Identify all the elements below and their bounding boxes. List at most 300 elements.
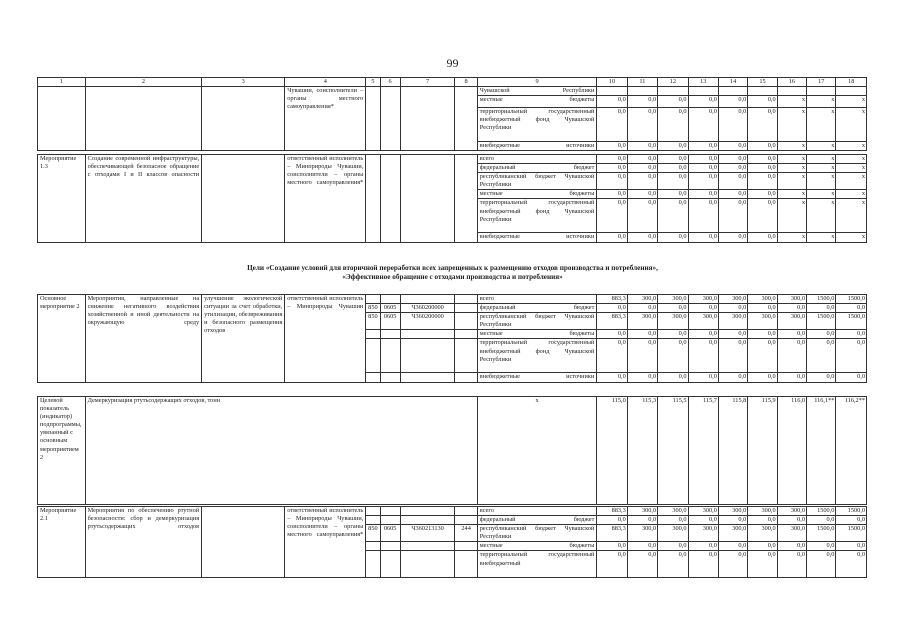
- year-value: x: [807, 233, 836, 242]
- year-value: 0,0: [688, 330, 718, 339]
- budget-code-grbs: [366, 373, 380, 382]
- year-value: 0,0: [777, 304, 806, 313]
- year-value: x: [836, 173, 867, 190]
- year-value: 0,0: [748, 173, 777, 190]
- goal-line-2: «Эффективное обращение с отходами производства и потребления»: [342, 273, 563, 281]
- funding-source: всего: [477, 295, 597, 304]
- funding-source: всего: [477, 155, 597, 164]
- year-value: 0,0: [748, 108, 777, 142]
- year-value: 0,0: [627, 190, 657, 199]
- column-number: 17: [807, 78, 836, 87]
- year-value: 0,0: [748, 516, 777, 525]
- continuation-block: [37, 86, 867, 151]
- budget-code-type: [455, 551, 477, 578]
- year-value: 0,0: [658, 108, 688, 142]
- year-value: x: [777, 173, 806, 190]
- column-number: 2: [85, 78, 202, 87]
- year-value: 0,0: [597, 516, 627, 525]
- year-value: 0,0: [688, 155, 718, 164]
- budget-code-section: [380, 373, 400, 382]
- year-value: 300,0: [658, 295, 688, 304]
- year-value: 0,0: [718, 516, 747, 525]
- year-value: x: [836, 108, 867, 142]
- year-value: 0,0: [688, 190, 718, 199]
- year-value: 0,0: [597, 96, 627, 108]
- event-code: Основное мероприятие 2: [38, 295, 86, 383]
- event-1-3-block: [37, 154, 867, 243]
- page-number: 99: [446, 56, 459, 70]
- year-value: 0,0: [836, 330, 867, 339]
- column-number: 16: [777, 78, 806, 87]
- year-value: [748, 87, 777, 96]
- budget-code-target: [400, 295, 455, 304]
- year-value: [836, 87, 867, 96]
- budget-code-grbs: 850: [366, 525, 380, 542]
- year-value: 300,0: [688, 507, 718, 516]
- year-value: x: [836, 199, 867, 233]
- year-value: 0,0: [627, 330, 657, 339]
- year-value: 0,0: [748, 330, 777, 339]
- year-value: 0,0: [718, 164, 747, 173]
- year-value: x: [836, 233, 867, 242]
- column-number: 8: [455, 78, 477, 87]
- year-value: 0,0: [807, 330, 836, 339]
- year-value: 0,0: [658, 173, 688, 190]
- year-value: 0,0: [688, 339, 718, 373]
- year-value: 0,0: [627, 542, 657, 551]
- code-cell: [400, 155, 455, 243]
- year-value: 0,0: [658, 330, 688, 339]
- year-value: 0,0: [807, 304, 836, 313]
- year-value: x: [777, 190, 806, 199]
- year-value: 0,0: [807, 339, 836, 373]
- column-number: 15: [748, 78, 777, 87]
- year-value: x: [777, 108, 806, 142]
- year-value: 883,3: [597, 525, 627, 542]
- year-value: 0,0: [807, 551, 836, 578]
- year-value: 0,0: [658, 164, 688, 173]
- year-value: 0,0: [627, 173, 657, 190]
- budget-code-target: [400, 330, 455, 339]
- budget-code-target: Ч360213130: [400, 525, 455, 542]
- table-row: [38, 397, 867, 505]
- year-value: 0,0: [777, 339, 806, 373]
- code-cell: [366, 87, 380, 151]
- year-value: 1500,0: [836, 313, 867, 330]
- year-value: 300,0: [777, 525, 806, 542]
- year-value: 300,0: [777, 313, 806, 330]
- budget-code-target: [400, 507, 455, 516]
- year-value: 300,0: [658, 507, 688, 516]
- event-result: [202, 507, 285, 578]
- budget-code-section: 0605: [380, 313, 400, 330]
- year-value: 0,0: [597, 233, 627, 242]
- year-value: 0,0: [718, 233, 747, 242]
- budget-code-section: 0605: [380, 525, 400, 542]
- event-code: [38, 87, 86, 151]
- event-name: Мероприятия, направленные на снижение негативного воздействия хозяйственной и иной деятельности на окружающую среду: [85, 295, 202, 383]
- year-value: x: [777, 233, 806, 242]
- year-value: 300,0: [748, 525, 777, 542]
- table-row: [38, 87, 867, 96]
- year-value: 0,0: [658, 339, 688, 373]
- funding-source: внебюджетные источники: [477, 233, 597, 242]
- code-cell: [455, 155, 477, 243]
- indicator-block: [37, 396, 867, 505]
- budget-code-type: [455, 542, 477, 551]
- year-value: 0,0: [627, 142, 657, 151]
- code-cell: [380, 87, 400, 151]
- year-value: 0,0: [627, 233, 657, 242]
- year-value: 300,0: [777, 507, 806, 516]
- year-value: 0,0: [836, 516, 867, 525]
- funding-source: местные бюджеты: [477, 190, 597, 199]
- budget-code-type: [455, 295, 477, 304]
- year-value: x: [807, 173, 836, 190]
- year-value: 883,3: [597, 313, 627, 330]
- year-value: 883,3: [597, 295, 627, 304]
- year-value: 0,0: [807, 373, 836, 382]
- year-value: 1500,0: [807, 295, 836, 304]
- budget-code-grbs: [366, 330, 380, 339]
- year-value: 0,0: [597, 542, 627, 551]
- budget-code-target: [400, 551, 455, 578]
- code-cell: [400, 87, 455, 151]
- year-value: 0,0: [597, 164, 627, 173]
- budget-code-grbs: [366, 542, 380, 551]
- year-value: 0,0: [807, 542, 836, 551]
- year-value: 0,0: [597, 108, 627, 142]
- indicator-value: 115,3: [627, 397, 657, 505]
- year-value: x: [777, 199, 806, 233]
- code-cell: [366, 155, 380, 243]
- year-value: 0,0: [748, 190, 777, 199]
- budget-code-grbs: [366, 516, 380, 525]
- year-value: x: [807, 96, 836, 108]
- year-value: [627, 87, 657, 96]
- code-cell: [455, 87, 477, 151]
- year-value: x: [807, 142, 836, 151]
- year-value: x: [807, 199, 836, 233]
- year-value: 300,0: [718, 295, 747, 304]
- year-value: 0,0: [718, 96, 747, 108]
- year-value: 0,0: [688, 516, 718, 525]
- year-value: 300,0: [748, 313, 777, 330]
- budget-code-target: [400, 516, 455, 525]
- funding-source: федеральный бюджет: [477, 516, 597, 525]
- budget-code-grbs: 850: [366, 313, 380, 330]
- year-value: 0,0: [718, 173, 747, 190]
- year-value: 0,0: [718, 542, 747, 551]
- year-value: 0,0: [597, 155, 627, 164]
- indicator-code: Целевой показатель (индикатор) подпрограммы, увязанный с основным мероприятием 2: [38, 397, 86, 505]
- year-value: 0,0: [658, 542, 688, 551]
- budget-code-section: 0605: [380, 304, 400, 313]
- indicator-name: Демеркуризация ртутьсодержащих отходов, тонн: [85, 397, 477, 505]
- year-value: 0,0: [658, 142, 688, 151]
- year-value: 0,0: [836, 551, 867, 578]
- budget-code-target: [400, 373, 455, 382]
- budget-code-section: [380, 295, 400, 304]
- funding-source: федеральный бюджет: [477, 304, 597, 313]
- column-number: 6: [380, 78, 400, 87]
- year-value: 0,0: [807, 516, 836, 525]
- year-value: 0,0: [688, 542, 718, 551]
- year-value: 0,0: [777, 330, 806, 339]
- year-value: 0,0: [836, 339, 867, 373]
- column-number: 18: [836, 78, 867, 87]
- year-value: 0,0: [718, 108, 747, 142]
- year-value: 0,0: [777, 542, 806, 551]
- funding-source: территориальный государственный внебюджетный: [477, 551, 597, 578]
- year-value: 0,0: [658, 233, 688, 242]
- event-name: Мероприятия по обеспечению ртутной безопасности: сбор и демеркуризация ртутьсодержащих отходов: [85, 507, 202, 578]
- year-value: 0,0: [688, 551, 718, 578]
- event-executor: ответственный исполнитель – Минприроды Чувашии, соисполнители – органы местного самоуправления*: [285, 155, 366, 243]
- year-value: 883,3: [597, 507, 627, 516]
- year-value: 300,0: [688, 295, 718, 304]
- funding-source: местные бюджеты: [477, 96, 597, 108]
- funding-source: республиканский бюджет Чувашской Республики: [477, 525, 597, 542]
- year-value: x: [836, 164, 867, 173]
- indicator-value: 115,7: [688, 397, 718, 505]
- year-value: [658, 87, 688, 96]
- year-value: 0,0: [718, 304, 747, 313]
- year-value: 0,0: [688, 96, 718, 108]
- year-value: [688, 87, 718, 96]
- year-value: 0,0: [718, 155, 747, 164]
- budget-code-grbs: [366, 339, 380, 373]
- year-value: 0,0: [777, 516, 806, 525]
- year-value: x: [807, 155, 836, 164]
- year-value: [718, 87, 747, 96]
- year-value: 300,0: [718, 507, 747, 516]
- funding-source: республиканский бюджет Чувашской Республики: [477, 313, 597, 330]
- year-value: x: [777, 142, 806, 151]
- budget-code-type: 244: [455, 525, 477, 542]
- year-value: [597, 87, 627, 96]
- budget-code-type: [455, 516, 477, 525]
- year-value: x: [836, 190, 867, 199]
- funding-source: местные бюджеты: [477, 542, 597, 551]
- funding-source: республиканский бюджет Чувашской Республики: [477, 173, 597, 190]
- year-value: 0,0: [627, 96, 657, 108]
- indicator-value: 115,9: [748, 397, 777, 505]
- event-name: Создание современной инфраструктуры, обеспечивающей безопасное обращение с отходами I и II классов опасности: [85, 155, 202, 243]
- column-number: 13: [688, 78, 718, 87]
- year-value: 0,0: [688, 142, 718, 151]
- year-value: 0,0: [597, 190, 627, 199]
- budget-code-type: [455, 304, 477, 313]
- year-value: x: [836, 96, 867, 108]
- year-value: 0,0: [718, 199, 747, 233]
- budget-code-target: Ч360200000: [400, 313, 455, 330]
- event-result: улучшение экологической ситуации за счет обработки, утилизации, обезвреживания и безопасного размещения отходов: [202, 295, 285, 383]
- year-value: 0,0: [748, 155, 777, 164]
- year-value: 0,0: [627, 373, 657, 382]
- year-value: 0,0: [718, 330, 747, 339]
- column-number: 4: [285, 78, 366, 87]
- year-value: 0,0: [658, 96, 688, 108]
- year-value: 1500,0: [807, 525, 836, 542]
- year-value: x: [777, 96, 806, 108]
- year-value: 0,0: [748, 199, 777, 233]
- year-value: 0,0: [597, 551, 627, 578]
- budget-code-type: [455, 313, 477, 330]
- year-value: 0,0: [748, 373, 777, 382]
- year-value: 1500,0: [836, 295, 867, 304]
- funding-source: местные бюджеты: [477, 330, 597, 339]
- funding-source: внебюджетные источники: [477, 373, 597, 382]
- year-value: 0,0: [658, 373, 688, 382]
- year-value: 0,0: [748, 164, 777, 173]
- indicator-source: x: [477, 397, 597, 505]
- budget-code-grbs: 850: [366, 304, 380, 313]
- funding-source: территориальный государственный внебюджетный фонд Чувашской Республики: [477, 339, 597, 373]
- funding-source: федеральный бюджет: [477, 164, 597, 173]
- event-code: Мероприятие 1.3: [38, 155, 86, 243]
- year-value: 0,0: [748, 142, 777, 151]
- year-value: 0,0: [597, 373, 627, 382]
- year-value: 0,0: [748, 96, 777, 108]
- year-value: 0,0: [597, 304, 627, 313]
- budget-code-section: [380, 516, 400, 525]
- year-value: 0,0: [658, 516, 688, 525]
- year-value: 0,0: [718, 339, 747, 373]
- year-value: 0,0: [688, 373, 718, 382]
- year-value: 300,0: [777, 295, 806, 304]
- year-value: [777, 87, 806, 96]
- year-value: 0,0: [688, 304, 718, 313]
- year-value: 300,0: [748, 507, 777, 516]
- budget-code-section: [380, 551, 400, 578]
- year-value: 1500,0: [836, 525, 867, 542]
- year-value: x: [807, 164, 836, 173]
- column-number: 3: [202, 78, 285, 87]
- indicator-value: 115,5: [658, 397, 688, 505]
- event-code: Мероприятие 2.1: [38, 507, 86, 578]
- funding-source: Чувашской Республики: [477, 87, 597, 96]
- budget-code-section: [380, 507, 400, 516]
- event-executor: ответственный исполнитель – Минприроды Чувашии: [285, 295, 366, 383]
- indicator-value: 116,2**: [836, 397, 867, 505]
- year-value: 0,0: [836, 542, 867, 551]
- year-value: 300,0: [718, 313, 747, 330]
- budget-code-grbs: [366, 551, 380, 578]
- year-value: 0,0: [658, 304, 688, 313]
- year-value: 0,0: [688, 173, 718, 190]
- indicator-value: 115,0: [597, 397, 627, 505]
- budget-code-section: [380, 339, 400, 373]
- year-value: 0,0: [718, 551, 747, 578]
- year-value: 300,0: [658, 313, 688, 330]
- year-value: 0,0: [597, 173, 627, 190]
- year-value: 300,0: [688, 313, 718, 330]
- year-value: 0,0: [658, 190, 688, 199]
- year-value: 0,0: [836, 373, 867, 382]
- event-2-1-block: [37, 506, 867, 578]
- budget-code-type: [455, 330, 477, 339]
- year-value: 0,0: [748, 339, 777, 373]
- year-value: 300,0: [748, 295, 777, 304]
- event-name: [85, 87, 202, 151]
- indicator-value: 116,1**: [807, 397, 836, 505]
- event-result: [202, 155, 285, 243]
- year-value: 300,0: [658, 525, 688, 542]
- indicator-value: 115,8: [718, 397, 747, 505]
- column-number: 1: [38, 78, 86, 87]
- year-value: 0,0: [627, 551, 657, 578]
- budget-code-type: [455, 373, 477, 382]
- year-value: 0,0: [627, 199, 657, 233]
- budget-code-type: [455, 507, 477, 516]
- year-value: 0,0: [627, 516, 657, 525]
- column-number: 7: [400, 78, 455, 87]
- funding-source: всего: [477, 507, 597, 516]
- event-executor: Чувашии, соисполнители – органы местного самоуправления*: [285, 87, 366, 151]
- year-value: 0,0: [627, 339, 657, 373]
- table-row: [38, 295, 867, 304]
- year-value: 0,0: [688, 108, 718, 142]
- year-value: 300,0: [718, 525, 747, 542]
- indicator-value: 116,0: [777, 397, 806, 505]
- main-event-2-block: [37, 294, 867, 383]
- budget-code-section: [380, 542, 400, 551]
- year-value: 0,0: [597, 339, 627, 373]
- column-number: 10: [597, 78, 627, 87]
- year-value: x: [777, 155, 806, 164]
- year-value: 0,0: [688, 233, 718, 242]
- year-value: 0,0: [718, 190, 747, 199]
- year-value: 0,0: [718, 142, 747, 151]
- year-value: 0,0: [597, 199, 627, 233]
- table-row: [38, 507, 867, 516]
- budget-code-target: [400, 542, 455, 551]
- budget-code-target: [400, 339, 455, 373]
- table-row: [38, 155, 867, 164]
- year-value: 1500,0: [836, 507, 867, 516]
- year-value: 0,0: [627, 304, 657, 313]
- year-value: 0,0: [627, 164, 657, 173]
- year-value: 1500,0: [807, 507, 836, 516]
- year-value: x: [836, 155, 867, 164]
- column-number: 9: [477, 78, 597, 87]
- year-value: 0,0: [627, 155, 657, 164]
- year-value: 0,0: [718, 373, 747, 382]
- year-value: 0,0: [658, 551, 688, 578]
- year-value: 0,0: [748, 233, 777, 242]
- year-value: 0,0: [627, 108, 657, 142]
- column-number: 11: [627, 78, 657, 87]
- goal-line-1: Цели «Создание условий для вторичной переработки всех запрещенных к размещению отходов производства и потребления»,: [247, 264, 658, 272]
- year-value: 0,0: [597, 330, 627, 339]
- year-value: 0,0: [836, 304, 867, 313]
- year-value: 0,0: [777, 551, 806, 578]
- column-number: 14: [718, 78, 747, 87]
- year-value: 0,0: [748, 542, 777, 551]
- year-value: 300,0: [627, 507, 657, 516]
- column-number: 5: [366, 78, 380, 87]
- year-value: 0,0: [688, 164, 718, 173]
- funding-source: территориальный государственный внебюджетный фонд Чувашской Республики: [477, 199, 597, 233]
- year-value: x: [777, 164, 806, 173]
- budget-code-target: Ч360200000: [400, 304, 455, 313]
- year-value: 0,0: [748, 551, 777, 578]
- budget-code-grbs: [366, 295, 380, 304]
- year-value: 300,0: [627, 313, 657, 330]
- year-value: 0,0: [748, 304, 777, 313]
- year-value: 0,0: [777, 373, 806, 382]
